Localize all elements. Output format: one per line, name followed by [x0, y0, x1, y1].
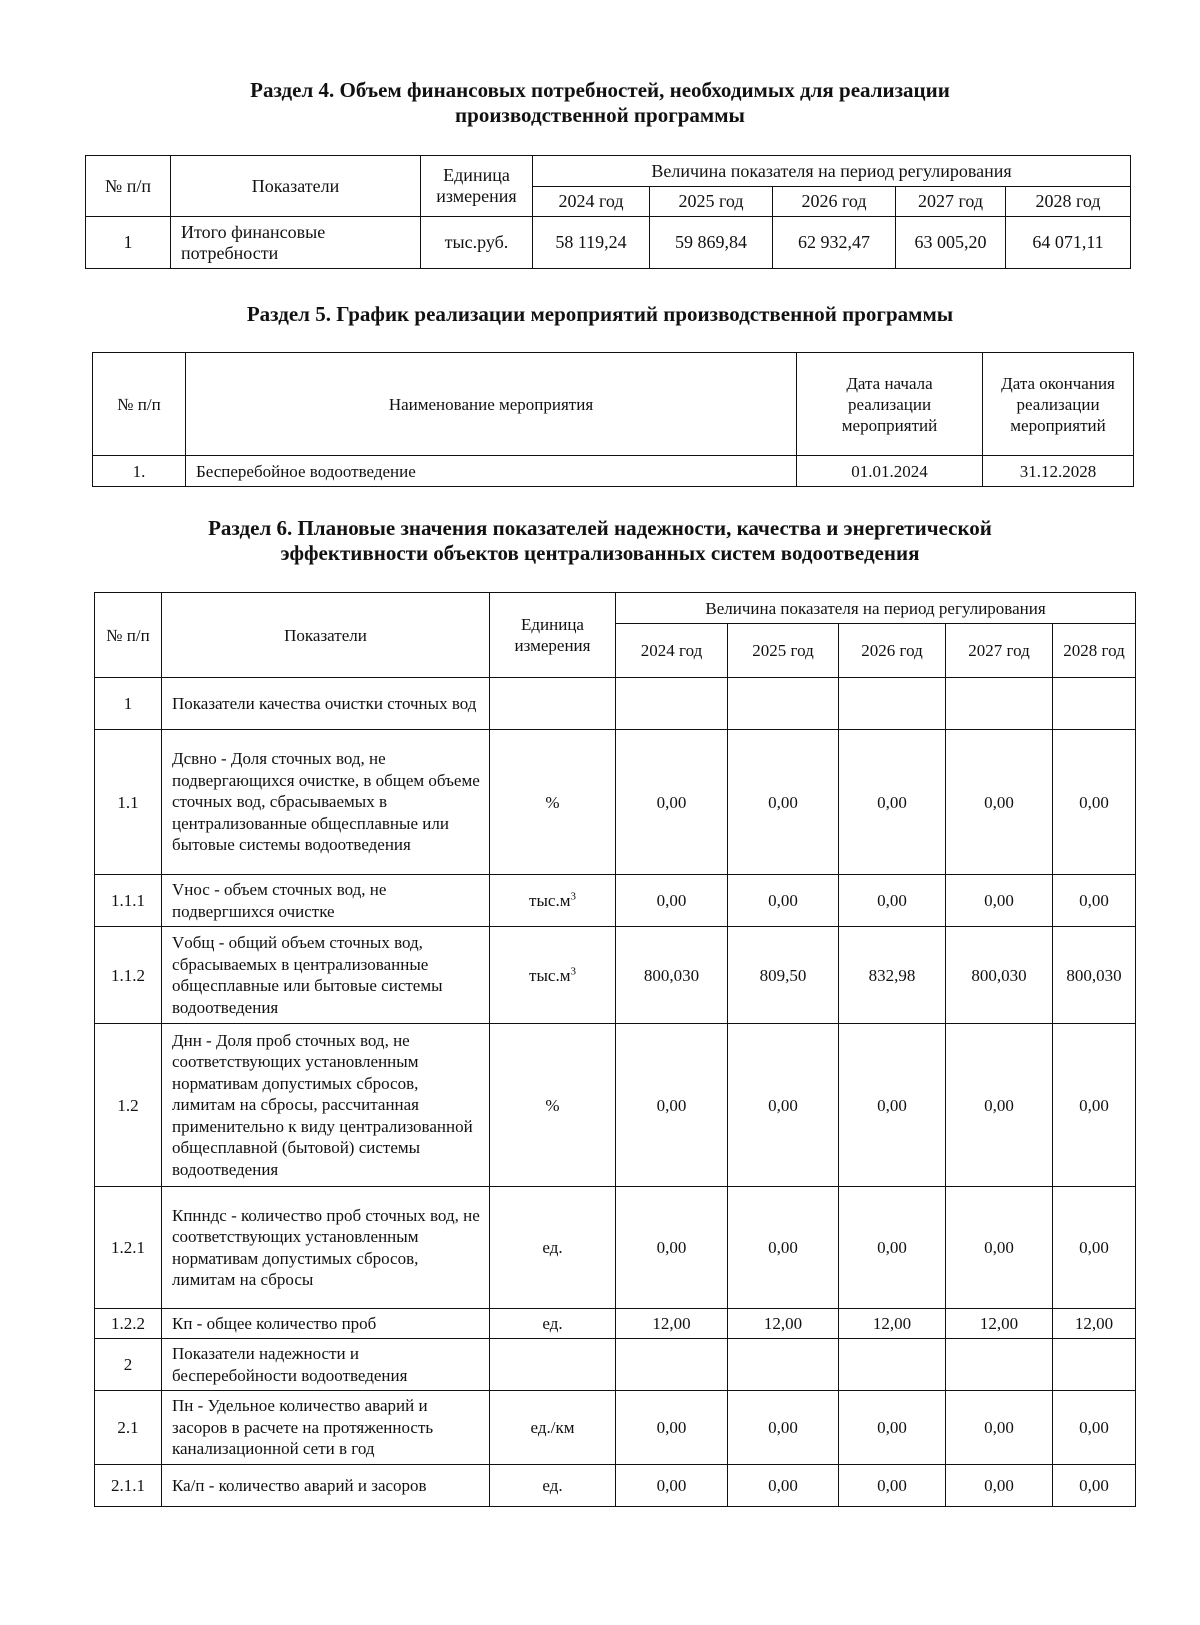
row-unit: % [490, 1024, 616, 1187]
table-row [95, 1339, 1136, 1391]
header-num: № п/п [93, 353, 186, 456]
table-row [95, 927, 1136, 1024]
header-unit: Единица измерения [490, 593, 616, 678]
table-row [95, 875, 1136, 927]
row-num: 2.1.1 [95, 1465, 162, 1507]
row-num: 2.1 [95, 1391, 162, 1465]
header-year: 2027 год [896, 187, 1006, 217]
row-name: Vнос - объем сточных вод, не подвергшихся очистке [162, 875, 490, 927]
row-value: 0,00 [1053, 1391, 1136, 1465]
row-num: 1.2.1 [95, 1187, 162, 1309]
row-num: 1.1 [95, 730, 162, 875]
section4-table [85, 155, 1131, 269]
row-name: Итого финансовые потребности [171, 217, 421, 269]
row-num: 1.1.1 [95, 875, 162, 927]
row-value: 0,00 [728, 1187, 839, 1309]
row-value: 59 869,84 [650, 217, 773, 269]
row-value: 64 071,11 [1006, 217, 1131, 269]
table-row [95, 1024, 1136, 1187]
section4-title-line2: производственной программы [455, 103, 745, 127]
row-value: 0,00 [728, 730, 839, 875]
row-unit: ед. [490, 1309, 616, 1339]
table-row [95, 1309, 1136, 1339]
row-value: 0,00 [946, 1024, 1053, 1187]
header-year: 2026 год [773, 187, 896, 217]
row-num: 1. [93, 456, 186, 487]
row-value: 0,00 [839, 1024, 946, 1187]
unit-superscript: 3 [570, 964, 576, 977]
header-year: 2024 год [616, 624, 728, 678]
row-value [728, 1339, 839, 1391]
row-name: Кпнндс - количество проб сточных вод, не соответствующих установленным нормативам допустимых сбросов, лимитам на сбросы [162, 1187, 490, 1309]
row-value: 0,00 [946, 1391, 1053, 1465]
row-value: 0,00 [616, 1187, 728, 1309]
row-value: 832,98 [839, 927, 946, 1024]
row-value: 12,00 [616, 1309, 728, 1339]
row-unit: % [490, 730, 616, 875]
header-year: 2028 год [1053, 624, 1136, 678]
row-value: 62 932,47 [773, 217, 896, 269]
header-year: 2025 год [650, 187, 773, 217]
row-value [946, 678, 1053, 730]
row-value: 0,00 [1053, 730, 1136, 875]
row-value: 0,00 [839, 1391, 946, 1465]
row-value: 12,00 [1053, 1309, 1136, 1339]
table-row [95, 1187, 1136, 1309]
header-year: 2028 год [1006, 187, 1131, 217]
section6-title-line1: Раздел 6. Плановые значения показателей надежности, качества и энергетической [208, 516, 992, 540]
unit-text: тыс.м [529, 891, 571, 910]
row-value: 0,00 [728, 1465, 839, 1507]
row-value: 809,50 [728, 927, 839, 1024]
row-unit: тыс.руб. [421, 217, 533, 269]
header-num: № п/п [95, 593, 162, 678]
section6-title-line2: эффективности объектов централизованных систем водоотведения [280, 541, 920, 565]
row-value: 0,00 [839, 875, 946, 927]
row-value: 800,030 [616, 927, 728, 1024]
row-value [839, 678, 946, 730]
row-num: 1 [86, 217, 171, 269]
header-year: 2026 год [839, 624, 946, 678]
header-indicator: Показатели [171, 156, 421, 217]
row-value: 0,00 [616, 1024, 728, 1187]
header-period: Величина показателя на период регулирования [616, 593, 1136, 624]
table-row [95, 1391, 1136, 1465]
header-unit: Единица измерения [421, 156, 533, 217]
row-name: Днн - Доля проб сточных вод, не соответствующих установленным нормативам допустимых сбросов, лимитам на сбросы, рассчитанная применительно к виду централизованной общесплавной (бытовой) системы водоотведения [162, 1024, 490, 1187]
section6-table [94, 592, 1136, 1507]
section5-title: Раздел 5. График реализации мероприятий производственной программы [246, 302, 954, 326]
row-value: 0,00 [728, 875, 839, 927]
row-value [946, 1339, 1053, 1391]
row-num: 1 [95, 678, 162, 730]
header-num: № п/п [86, 156, 171, 217]
row-start: 01.01.2024 [797, 456, 983, 487]
section6-title [0, 516, 1200, 566]
row-value: 12,00 [946, 1309, 1053, 1339]
header-name: Наименование мероприятия [186, 353, 797, 456]
row-unit: ед. [490, 1187, 616, 1309]
header-start: Дата начала реализации мероприятий [797, 353, 983, 456]
unit-superscript: 3 [570, 890, 576, 903]
unit-text: тыс.м [529, 965, 571, 985]
row-value: 800,030 [1053, 927, 1136, 1024]
header-end: Дата окончания реализации мероприятий [983, 353, 1134, 456]
section4-title-line1: Раздел 4. Объем финансовых потребностей, необходимых для реализации [250, 78, 950, 102]
row-num: 1.2 [95, 1024, 162, 1187]
row-value: 0,00 [946, 875, 1053, 927]
row-name: Показатели качества очистки сточных вод [162, 678, 490, 730]
header-year: 2025 год [728, 624, 839, 678]
row-value: 0,00 [616, 1391, 728, 1465]
row-value: 0,00 [728, 1391, 839, 1465]
row-value: 0,00 [616, 875, 728, 927]
row-name: Ка/п - количество аварий и засоров [162, 1465, 490, 1507]
table-row [95, 678, 1136, 730]
row-num: 1.1.2 [95, 927, 162, 1024]
row-unit [490, 875, 616, 927]
row-value: 0,00 [946, 1465, 1053, 1507]
row-unit [490, 1339, 616, 1391]
row-value: 0,00 [839, 1465, 946, 1507]
section4-title [0, 78, 1200, 128]
row-value: 0,00 [616, 1465, 728, 1507]
row-value: 0,00 [839, 1187, 946, 1309]
row-value: 0,00 [946, 730, 1053, 875]
row-value: 0,00 [728, 1024, 839, 1187]
row-unit [490, 927, 616, 1024]
header-period: Величина показателя на период регулирования [533, 156, 1131, 187]
row-name: Vобщ - общий объем сточных вод, сбрасываемых в централизованные общесплавные или бытовые системы водоотведения [162, 927, 490, 1024]
row-value [616, 1339, 728, 1391]
row-value [616, 678, 728, 730]
row-value [1053, 1339, 1136, 1391]
row-value: 0,00 [1053, 1187, 1136, 1309]
row-value: 63 005,20 [896, 217, 1006, 269]
row-value [728, 678, 839, 730]
row-value [1053, 678, 1136, 730]
row-name: Бесперебойное водоотведение [186, 456, 797, 487]
header-indicator: Показатели [162, 593, 490, 678]
row-value: 800,030 [946, 927, 1053, 1024]
row-unit: ед. [490, 1465, 616, 1507]
row-value: 0,00 [1053, 1024, 1136, 1187]
header-year: 2027 год [946, 624, 1053, 678]
row-value: 0,00 [839, 730, 946, 875]
row-value: 12,00 [839, 1309, 946, 1339]
row-value: 0,00 [1053, 1465, 1136, 1507]
row-name: Дсвно - Доля сточных вод, не подвергающихся очистке, в общем объеме сточных вод, сбрасываемых в централизованные общесплавные или бытовые системы водоотведения [162, 730, 490, 875]
row-value: 0,00 [946, 1187, 1053, 1309]
row-value: 58 119,24 [533, 217, 650, 269]
table-row [95, 730, 1136, 875]
row-unit [490, 678, 616, 730]
row-name: Кп - общее количество проб [162, 1309, 490, 1339]
row-num: 1.2.2 [95, 1309, 162, 1339]
row-name: Показатели надежности и бесперебойности водоотведения [162, 1339, 490, 1391]
table-row [95, 1465, 1136, 1507]
row-end: 31.12.2028 [983, 456, 1134, 487]
section5-table [92, 352, 1134, 487]
table-row [93, 456, 1134, 487]
header-year: 2024 год [533, 187, 650, 217]
table-row [86, 217, 1131, 269]
row-value: 0,00 [1053, 875, 1136, 927]
row-num: 2 [95, 1339, 162, 1391]
row-value: 12,00 [728, 1309, 839, 1339]
row-value: 0,00 [616, 730, 728, 875]
row-name: Пн - Удельное количество аварий и засоров в расчете на протяженность канализационной сети в год [162, 1391, 490, 1465]
row-value [839, 1339, 946, 1391]
row-unit: ед./км [490, 1391, 616, 1465]
